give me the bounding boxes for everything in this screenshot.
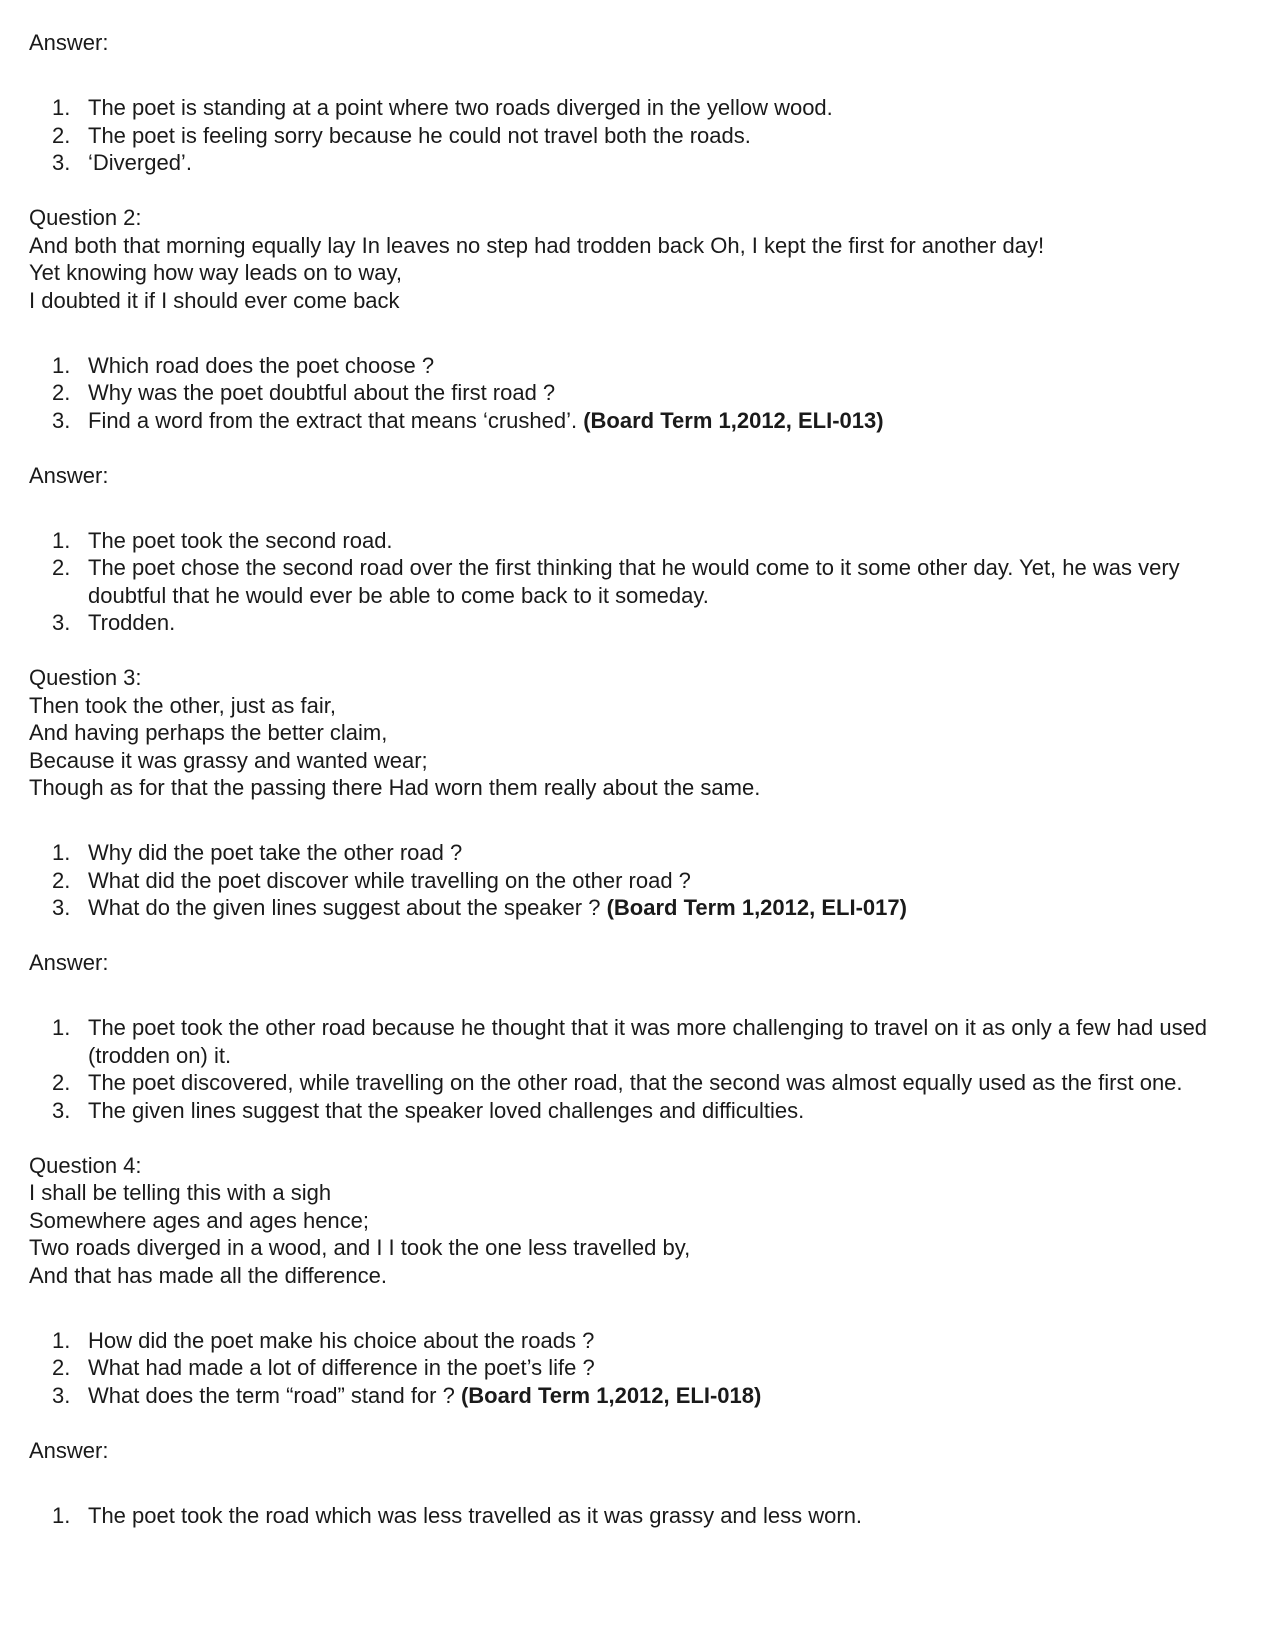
- list-number: 1.: [52, 1327, 71, 1353]
- list-item: [29, 554, 1249, 609]
- item-text: What had made a lot of difference in the poet’s life ?: [88, 1355, 595, 1380]
- list-number: 2.: [52, 867, 71, 893]
- poem-line: I doubted it if I should ever come back: [29, 287, 400, 313]
- question-title: Question 4:: [29, 1152, 142, 1178]
- question-block: [29, 1152, 1249, 1290]
- item-text: What does the term “road” stand for ?: [88, 1382, 461, 1408]
- list-number: 2.: [52, 122, 71, 148]
- list-number: 2.: [52, 1070, 71, 1095]
- item-text: What do the given lines suggest about the speaker ?: [88, 895, 607, 920]
- item-text: The poet took the road which was less travelled as it was grassy and less worn.: [88, 1502, 863, 1528]
- answer-label: Answer:: [29, 950, 109, 975]
- item-text: The poet is standing at a point where two roads diverged in the yellow wood.: [88, 95, 833, 120]
- list-number: 3.: [52, 150, 71, 175]
- answer-list: [29, 352, 1249, 435]
- board-reference: (Board Term 1,2012, ELI-018): [460, 1382, 762, 1408]
- list-item: [29, 609, 1249, 637]
- question-title: Question 3:: [29, 665, 142, 690]
- poem-line: And both that morning equally lay In leaves no step had trodden back Oh, I kept the first for another day!: [29, 232, 1045, 258]
- list-item: [29, 894, 1249, 922]
- answer-list: [29, 839, 1249, 922]
- list-item: [29, 839, 1249, 867]
- answer-list: [29, 94, 1249, 177]
- poem-line: And having perhaps the better claim,: [29, 720, 388, 745]
- list-item: [29, 1502, 1249, 1530]
- item-text: The poet chose the second road over the first thinking that he would come to it some other day. Yet, he was very doubtful that he would ever be able to come back to it someday.: [88, 555, 1180, 608]
- poem-line: Two roads diverged in a wood, and I I took the one less travelled by,: [29, 1235, 691, 1260]
- list-number: 3.: [52, 1097, 71, 1123]
- list-number: 1.: [52, 840, 71, 865]
- item-text: What did the poet discover while travelling on the other road ?: [88, 867, 691, 893]
- list-item: [29, 1069, 1249, 1097]
- list-number: 2.: [52, 380, 71, 405]
- answer-list: [29, 1014, 1249, 1124]
- list-item: [29, 94, 1249, 122]
- list-number: 3.: [52, 407, 71, 433]
- board-reference: (Board Term 1,2012, ELI-013): [583, 407, 884, 433]
- question-block: [29, 204, 1249, 314]
- poem-line: Yet knowing how way leads on to way,: [29, 260, 403, 285]
- list-item: [29, 1354, 1249, 1382]
- poem-line: Somewhere ages and ages hence;: [29, 1207, 370, 1233]
- list-number: 3.: [52, 895, 71, 920]
- answer-label: Answer:: [29, 1437, 109, 1463]
- item-text: The poet is feeling sorry because he could not travel both the roads.: [88, 122, 751, 148]
- poem-line: Though as for that the passing there Had worn them really about the same.: [29, 775, 761, 800]
- list-item: [29, 1382, 1249, 1410]
- list-item: [29, 352, 1249, 380]
- list-item: [29, 149, 1249, 177]
- item-text: The poet took the second road.: [88, 527, 393, 553]
- list-number: 3.: [52, 610, 71, 635]
- item-text: The poet took the other road because he thought that it was more challenging to travel on it as only a few had used (trodden on) it.: [88, 1015, 1208, 1068]
- answer-list: [29, 1502, 1249, 1530]
- board-reference: (Board Term 1,2012, ELI-017): [606, 895, 907, 920]
- poem-line: I shall be telling this with a sigh: [29, 1180, 332, 1205]
- poem-line: Because it was grassy and wanted wear;: [29, 747, 428, 773]
- item-text: Find a word from the extract that means ‘crushed’.: [88, 407, 584, 433]
- list-item: [29, 379, 1249, 407]
- list-number: 1.: [52, 527, 71, 553]
- document-body: [29, 29, 1249, 1529]
- list-item: [29, 527, 1249, 555]
- poem-line: Then took the other, just as fair,: [29, 692, 336, 718]
- item-text: The given lines suggest that the speaker loved challenges and difficulties.: [88, 1097, 805, 1123]
- list-number: 2.: [52, 1355, 71, 1380]
- answer-list: [29, 527, 1249, 637]
- answer-label: Answer:: [29, 462, 109, 488]
- answer-label: Answer:: [29, 30, 109, 55]
- list-item: [29, 867, 1249, 895]
- list-item: [29, 1014, 1249, 1069]
- list-item: [29, 122, 1249, 150]
- poem-line: And that has made all the difference.: [29, 1262, 387, 1288]
- list-item: [29, 407, 1249, 435]
- list-number: 1.: [52, 1015, 71, 1040]
- item-text: How did the poet make his choice about the roads ?: [88, 1327, 595, 1353]
- list-number: 2.: [52, 555, 71, 580]
- list-item: [29, 1327, 1249, 1355]
- item-text: Trodden.: [88, 610, 176, 635]
- answer-list: [29, 1327, 1249, 1410]
- item-text: Why was the poet doubtful about the first road ?: [88, 380, 556, 405]
- list-number: 3.: [52, 1382, 71, 1408]
- list-number: 1.: [52, 95, 71, 120]
- list-number: 1.: [52, 1502, 71, 1528]
- list-number: 1.: [52, 352, 71, 378]
- item-text: The poet discovered, while travelling on the other road, that the second was almost equally used as the first one.: [88, 1070, 1183, 1095]
- question-block: [29, 664, 1249, 802]
- item-text: ‘Diverged’.: [88, 150, 192, 175]
- item-text: Why did the poet take the other road ?: [88, 840, 463, 865]
- list-item: [29, 1097, 1249, 1125]
- item-text: Which road does the poet choose ?: [88, 352, 435, 378]
- question-title: Question 2:: [29, 205, 142, 230]
